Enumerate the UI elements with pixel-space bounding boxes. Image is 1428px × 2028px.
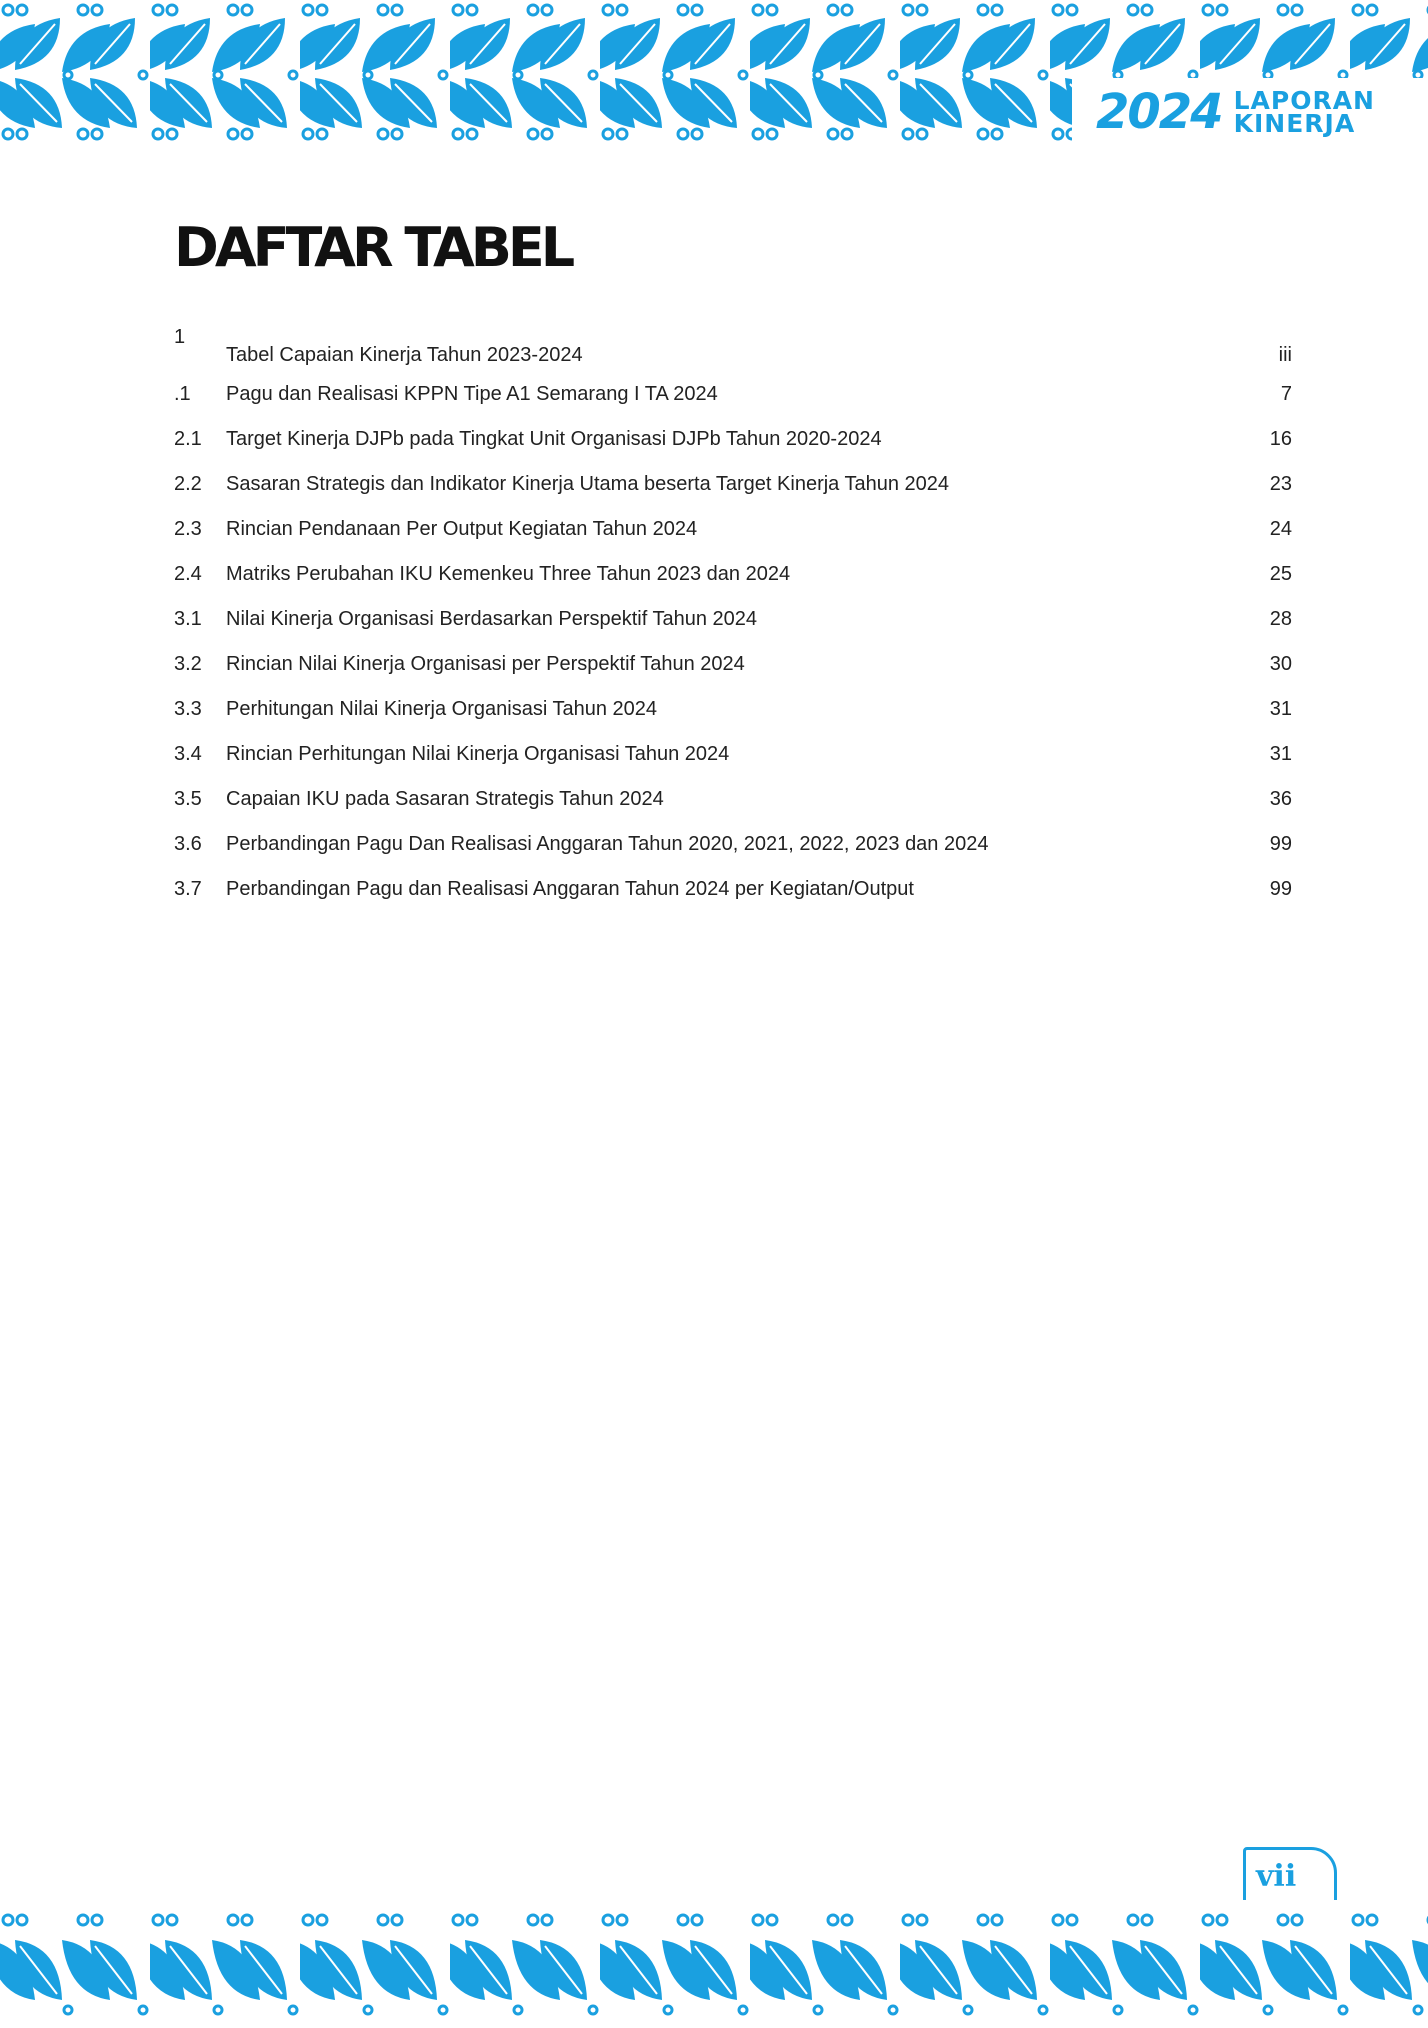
toc-entry-title: Sasaran Strategis dan Indikator Kinerja Utama beserta Target Kinerja Tahun 2024 <box>226 473 950 495</box>
toc-entry-page: iii <box>1278 344 1292 366</box>
toc-entry-title: Tabel Capaian Kinerja Tahun 2023-2024 <box>226 344 583 366</box>
toc-entry-title: Perbandingan Pagu Dan Realisasi Anggaran Tahun 2020, 2021, 2022, 2023 dan 2024 <box>226 833 989 855</box>
toc-entry-page: 25 <box>1269 563 1292 585</box>
toc-entry-number: 1 <box>174 326 186 348</box>
toc-entry[interactable] <box>174 373 1292 418</box>
toc-entry-title: Target Kinerja DJPb pada Tingkat Unit Organisasi DJPb Tahun 2020-2024 <box>226 428 882 450</box>
toc-entry-number: 2.2 <box>174 473 202 495</box>
toc-entry[interactable] <box>174 733 1292 778</box>
toc-entry-number: 2.3 <box>174 518 202 540</box>
footer-pattern-band <box>0 1900 1428 2028</box>
toc-entry-page: 24 <box>1269 518 1292 540</box>
toc-entry-title: Nilai Kinerja Organisasi Berdasarkan Perspektif Tahun 2024 <box>226 608 758 630</box>
logo-line-kinerja: KINERJA <box>1233 109 1356 138</box>
toc-entry-number: .1 <box>174 383 191 405</box>
toc-entry-number: 3.5 <box>174 788 202 810</box>
toc-entry-number: 3.7 <box>174 878 202 900</box>
toc-entry-title: Rincian Nilai Kinerja Organisasi per Perspektif Tahun 2024 <box>226 653 745 675</box>
page-number: vii <box>1256 1859 1297 1894</box>
toc-entry-number: 3.2 <box>174 653 202 675</box>
toc-entry-title: Rincian Pendanaan Per Output Kegiatan Tahun 2024 <box>226 518 698 540</box>
header-pattern-band <box>0 0 1428 146</box>
toc-entry-number: 2.1 <box>174 428 202 450</box>
table-list <box>174 328 1292 913</box>
toc-entry-page: 23 <box>1269 473 1292 495</box>
toc-entry-page: 31 <box>1269 698 1292 720</box>
toc-entry[interactable] <box>174 598 1292 643</box>
toc-entry[interactable] <box>174 778 1292 823</box>
toc-entry-page: 28 <box>1269 608 1292 630</box>
logo-line-laporan: LAPORAN <box>1233 86 1375 115</box>
toc-entry[interactable] <box>174 553 1292 598</box>
toc-entry[interactable] <box>174 463 1292 508</box>
toc-entry-page: 99 <box>1269 833 1292 855</box>
toc-entry-title: Perhitungan Nilai Kinerja Organisasi Tahun 2024 <box>226 698 658 720</box>
toc-entry[interactable] <box>174 823 1292 868</box>
toc-entry-title: Rincian Perhitungan Nilai Kinerja Organisasi Tahun 2024 <box>226 743 730 765</box>
toc-entry[interactable] <box>174 688 1292 733</box>
toc-entry[interactable] <box>174 868 1292 913</box>
toc-entry-number: 3.1 <box>174 608 202 630</box>
toc-entry[interactable] <box>174 418 1292 463</box>
toc-entry-title: Pagu dan Realisasi KPPN Tipe A1 Semarang I TA 2024 <box>226 383 718 405</box>
toc-entry-page: 7 <box>1280 383 1292 405</box>
page-title: DAFTAR TABEL <box>174 216 572 279</box>
report-logo <box>1072 78 1428 146</box>
toc-entry[interactable] <box>174 508 1292 553</box>
toc-entry-page: 30 <box>1269 653 1292 675</box>
logo-year: 2024 <box>1096 84 1222 140</box>
toc-entry-page: 99 <box>1269 878 1292 900</box>
toc-entry-page: 36 <box>1269 788 1292 810</box>
toc-entry-title: Perbandingan Pagu dan Realisasi Anggaran Tahun 2024 per Kegiatan/Output <box>226 878 914 900</box>
toc-entry-number: 3.6 <box>174 833 202 855</box>
toc-entry-title: Capaian IKU pada Sasaran Strategis Tahun 2024 <box>226 788 664 810</box>
toc-entry[interactable] <box>174 328 1292 373</box>
toc-entry-page: 31 <box>1269 743 1292 765</box>
toc-entry-title: Matriks Perubahan IKU Kemenkeu Three Tahun 2023 dan 2024 <box>226 563 791 585</box>
toc-entry-number: 2.4 <box>174 563 202 585</box>
toc-entry-number: 3.4 <box>174 743 202 765</box>
toc-entry-number: 3.3 <box>174 698 202 720</box>
toc-entry-page: 16 <box>1269 428 1292 450</box>
toc-entry[interactable] <box>174 643 1292 688</box>
